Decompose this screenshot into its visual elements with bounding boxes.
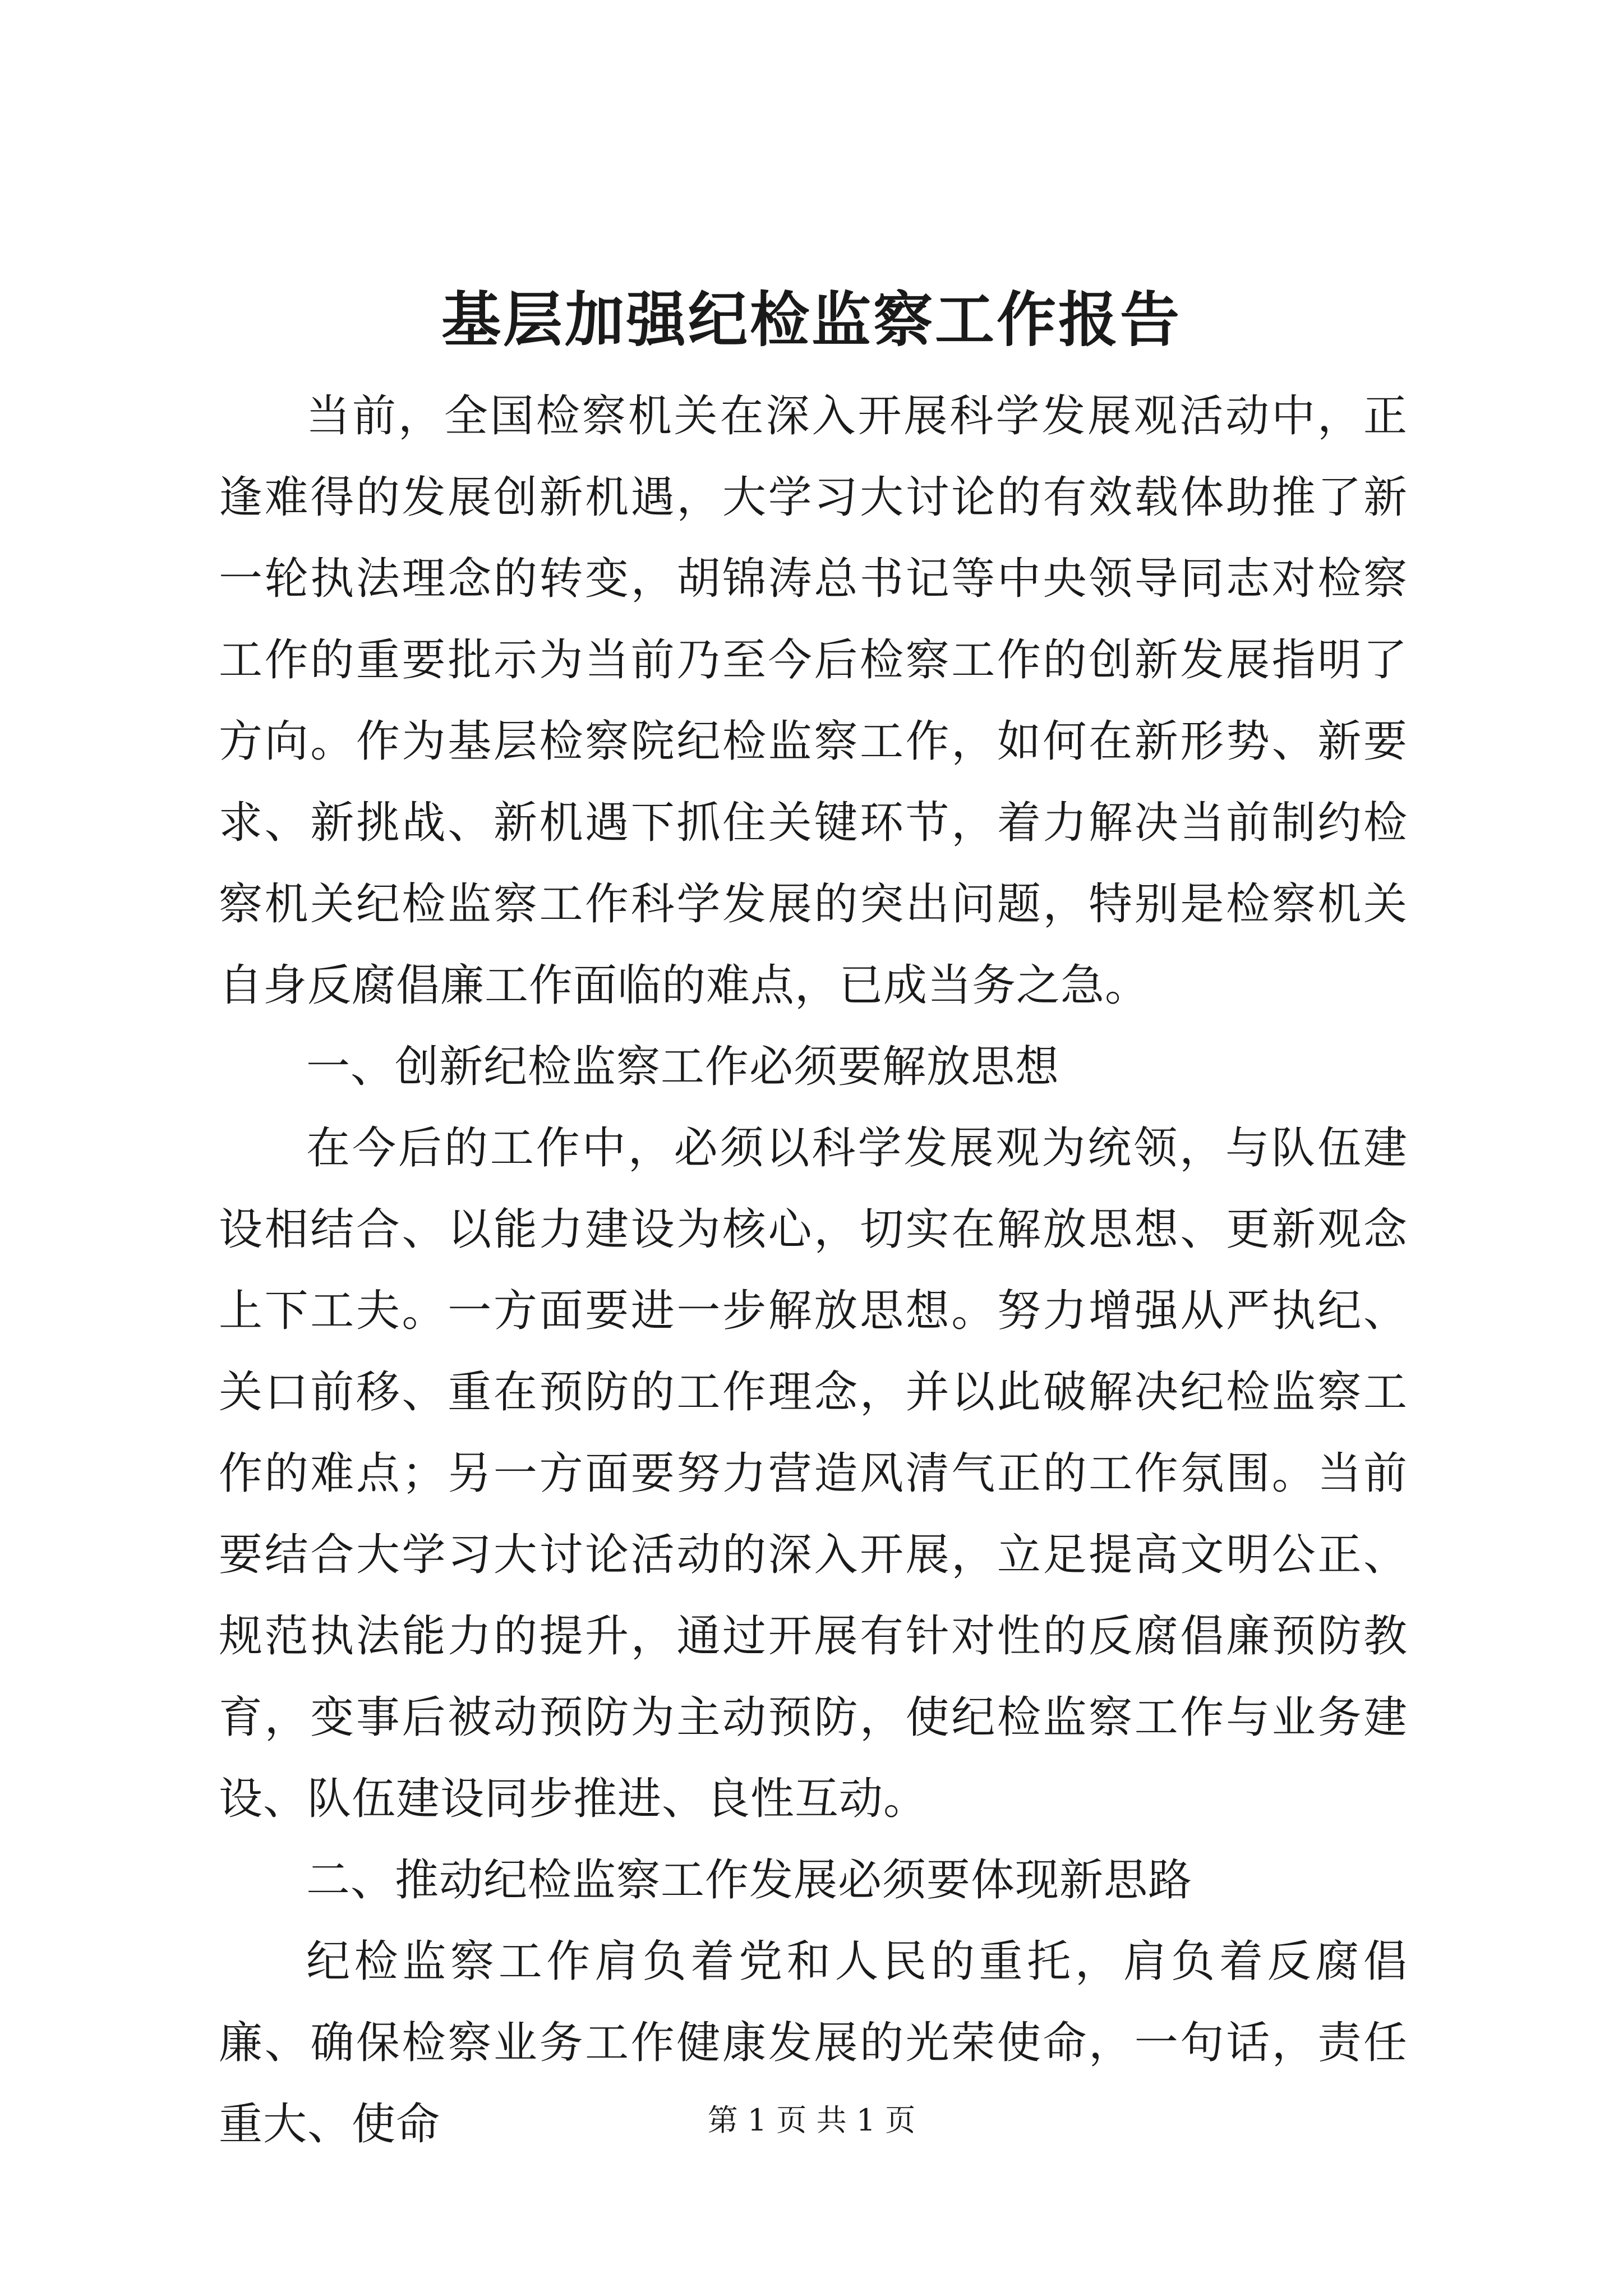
section-heading-2: 二、推动纪检监察工作发展必须要体现新思路 — [306, 1855, 1193, 1906]
paragraph-section-2: 纪检监察工作肩负着党和人民的重托，肩负着反腐倡廉、确保检察业务工作健康发展的光荣使命，一句话，责任重大、使命 — [219, 1936, 1408, 2150]
document-title: 基层加强纪检监察工作报告 — [441, 284, 1182, 355]
paragraph-section-1: 在今后的工作中，必须以科学发展观为统领，与队伍建设相结合、以能力建设为核心，切实在解放思想、更新观念上下工夫。一方面要进一步解放思想。努力增强从严执纪、关口前移、重在预防的工作理念，并以此破解决纪检监察工作的难点；另一方面要努力营造风清气正的工作氛围。当前要结合大学习大讨论活动的深入开展，立足提高文明公正、规范执法能力的提升，通过开展有针对性的反腐倡廉预防教育，变事后被动预防为主动预防，使纪检监察工作与业务建设、队伍建设同步推进、良性互动。 — [219, 1123, 1408, 1824]
document-body — [219, 376, 1408, 2165]
section-heading-1: 一、创新纪检监察工作必须要解放思想 — [306, 1042, 1060, 1092]
page-footer: 第 1 页 共 1 页 — [707, 2102, 916, 2138]
paragraph-intro: 当前，全国检察机关在深入开展科学发展观活动中，正逢难得的发展创新机遇，大学习大讨论的有效载体助推了新一轮执法理念的转变，胡锦涛总书记等中央领导同志对检察工作的重要批示为当前乃至今后检察工作的创新发展指明了方向。作为基层检察院纪检监察工作，如何在新形势、新要求、新挑战、新机遇下抓住关键环节，着力解决当前制约检察机关纪检监察工作科学发展的突出问题，特别是检察机关自身反腐倡廉工作面临的难点，已成当务之急。 — [219, 391, 1408, 1011]
